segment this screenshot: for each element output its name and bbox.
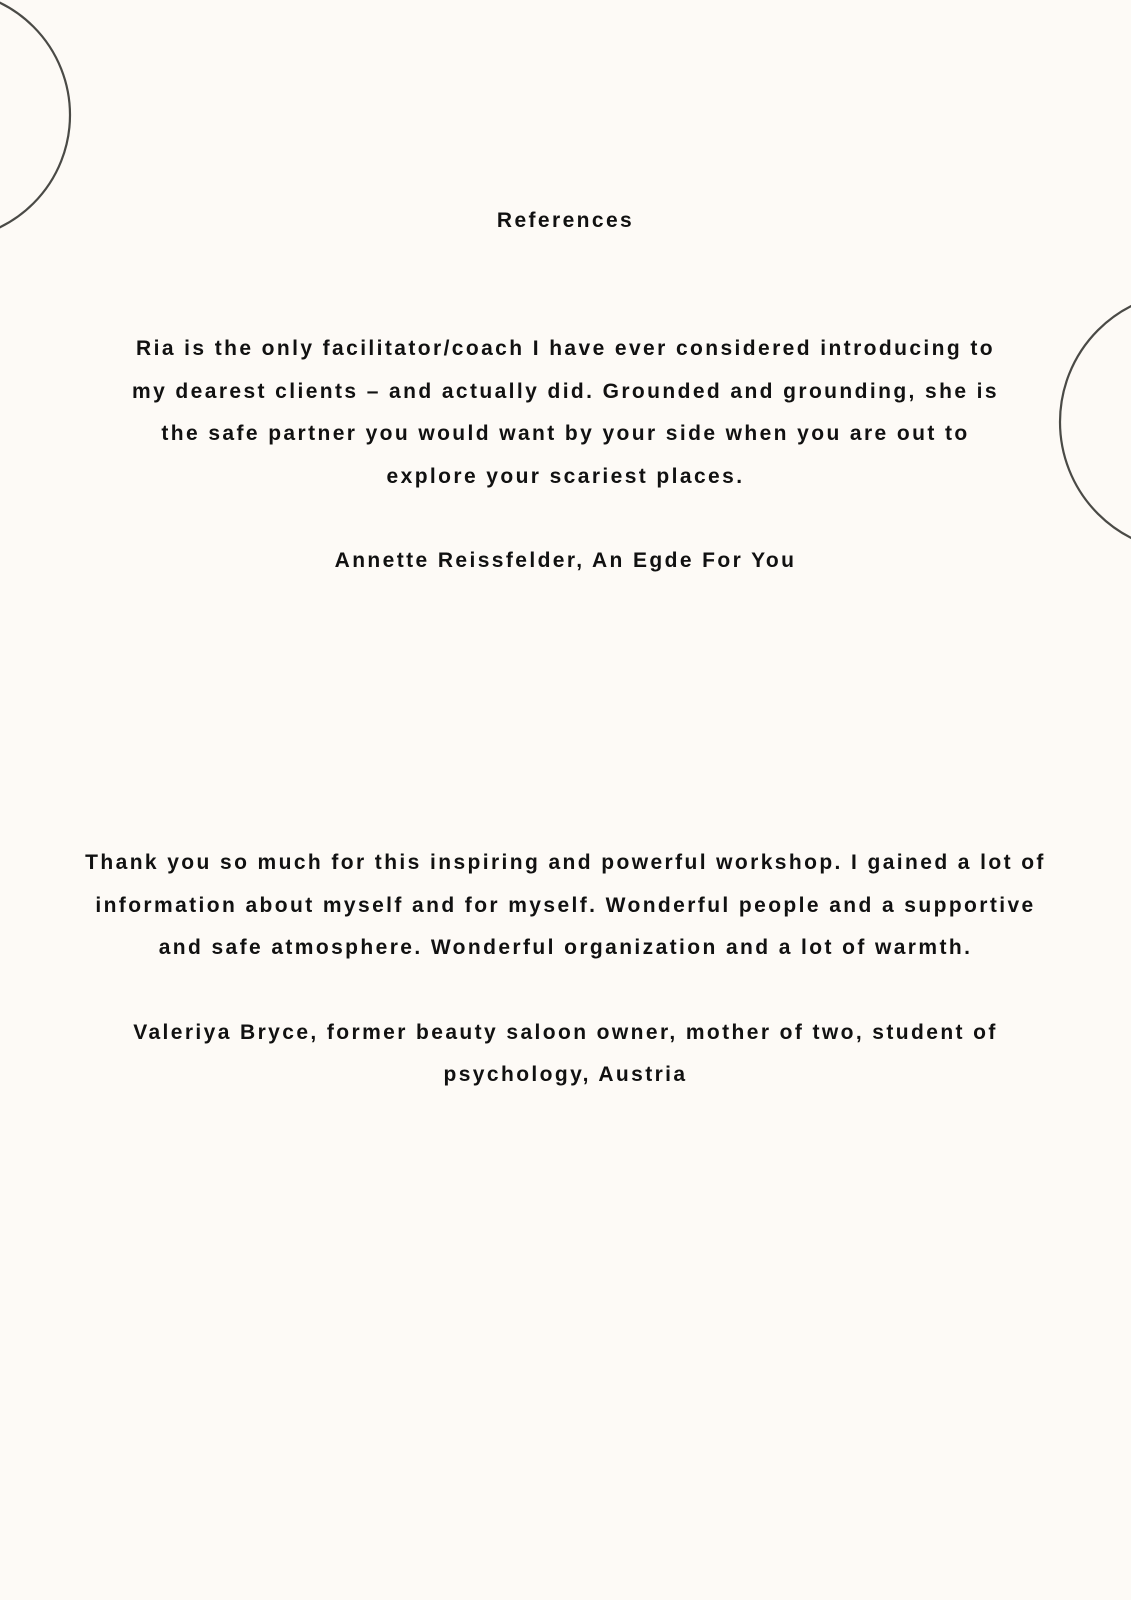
testimonial-quote: Ria is the only facilitator/coach I have ever considered introducing to my dearest clients – and actually did. Grounded and grounding, she is the safe partner you would want by your side when you are out to explore your scariest places.	[132, 337, 999, 488]
testimonial-author: Annette Reissfelder, An Egde For You	[334, 549, 797, 572]
testimonial-author: Valeriya Bryce, former beauty saloon owner, mother of two, student of psychology, Austria	[133, 1020, 998, 1086]
testimonial-1	[0, 328, 1131, 583]
page-title: References	[496, 209, 635, 232]
top-left-circle-arc	[0, 0, 70, 240]
testimonial-2	[0, 842, 1131, 1097]
testimonial-quote: Thank you so much for this inspiring and powerful workshop. I gained a lot of information about myself and for myself. Wonderful people and a supportive and safe atmosphere. Wonderful organization and a lot of warmth.	[85, 851, 1046, 959]
